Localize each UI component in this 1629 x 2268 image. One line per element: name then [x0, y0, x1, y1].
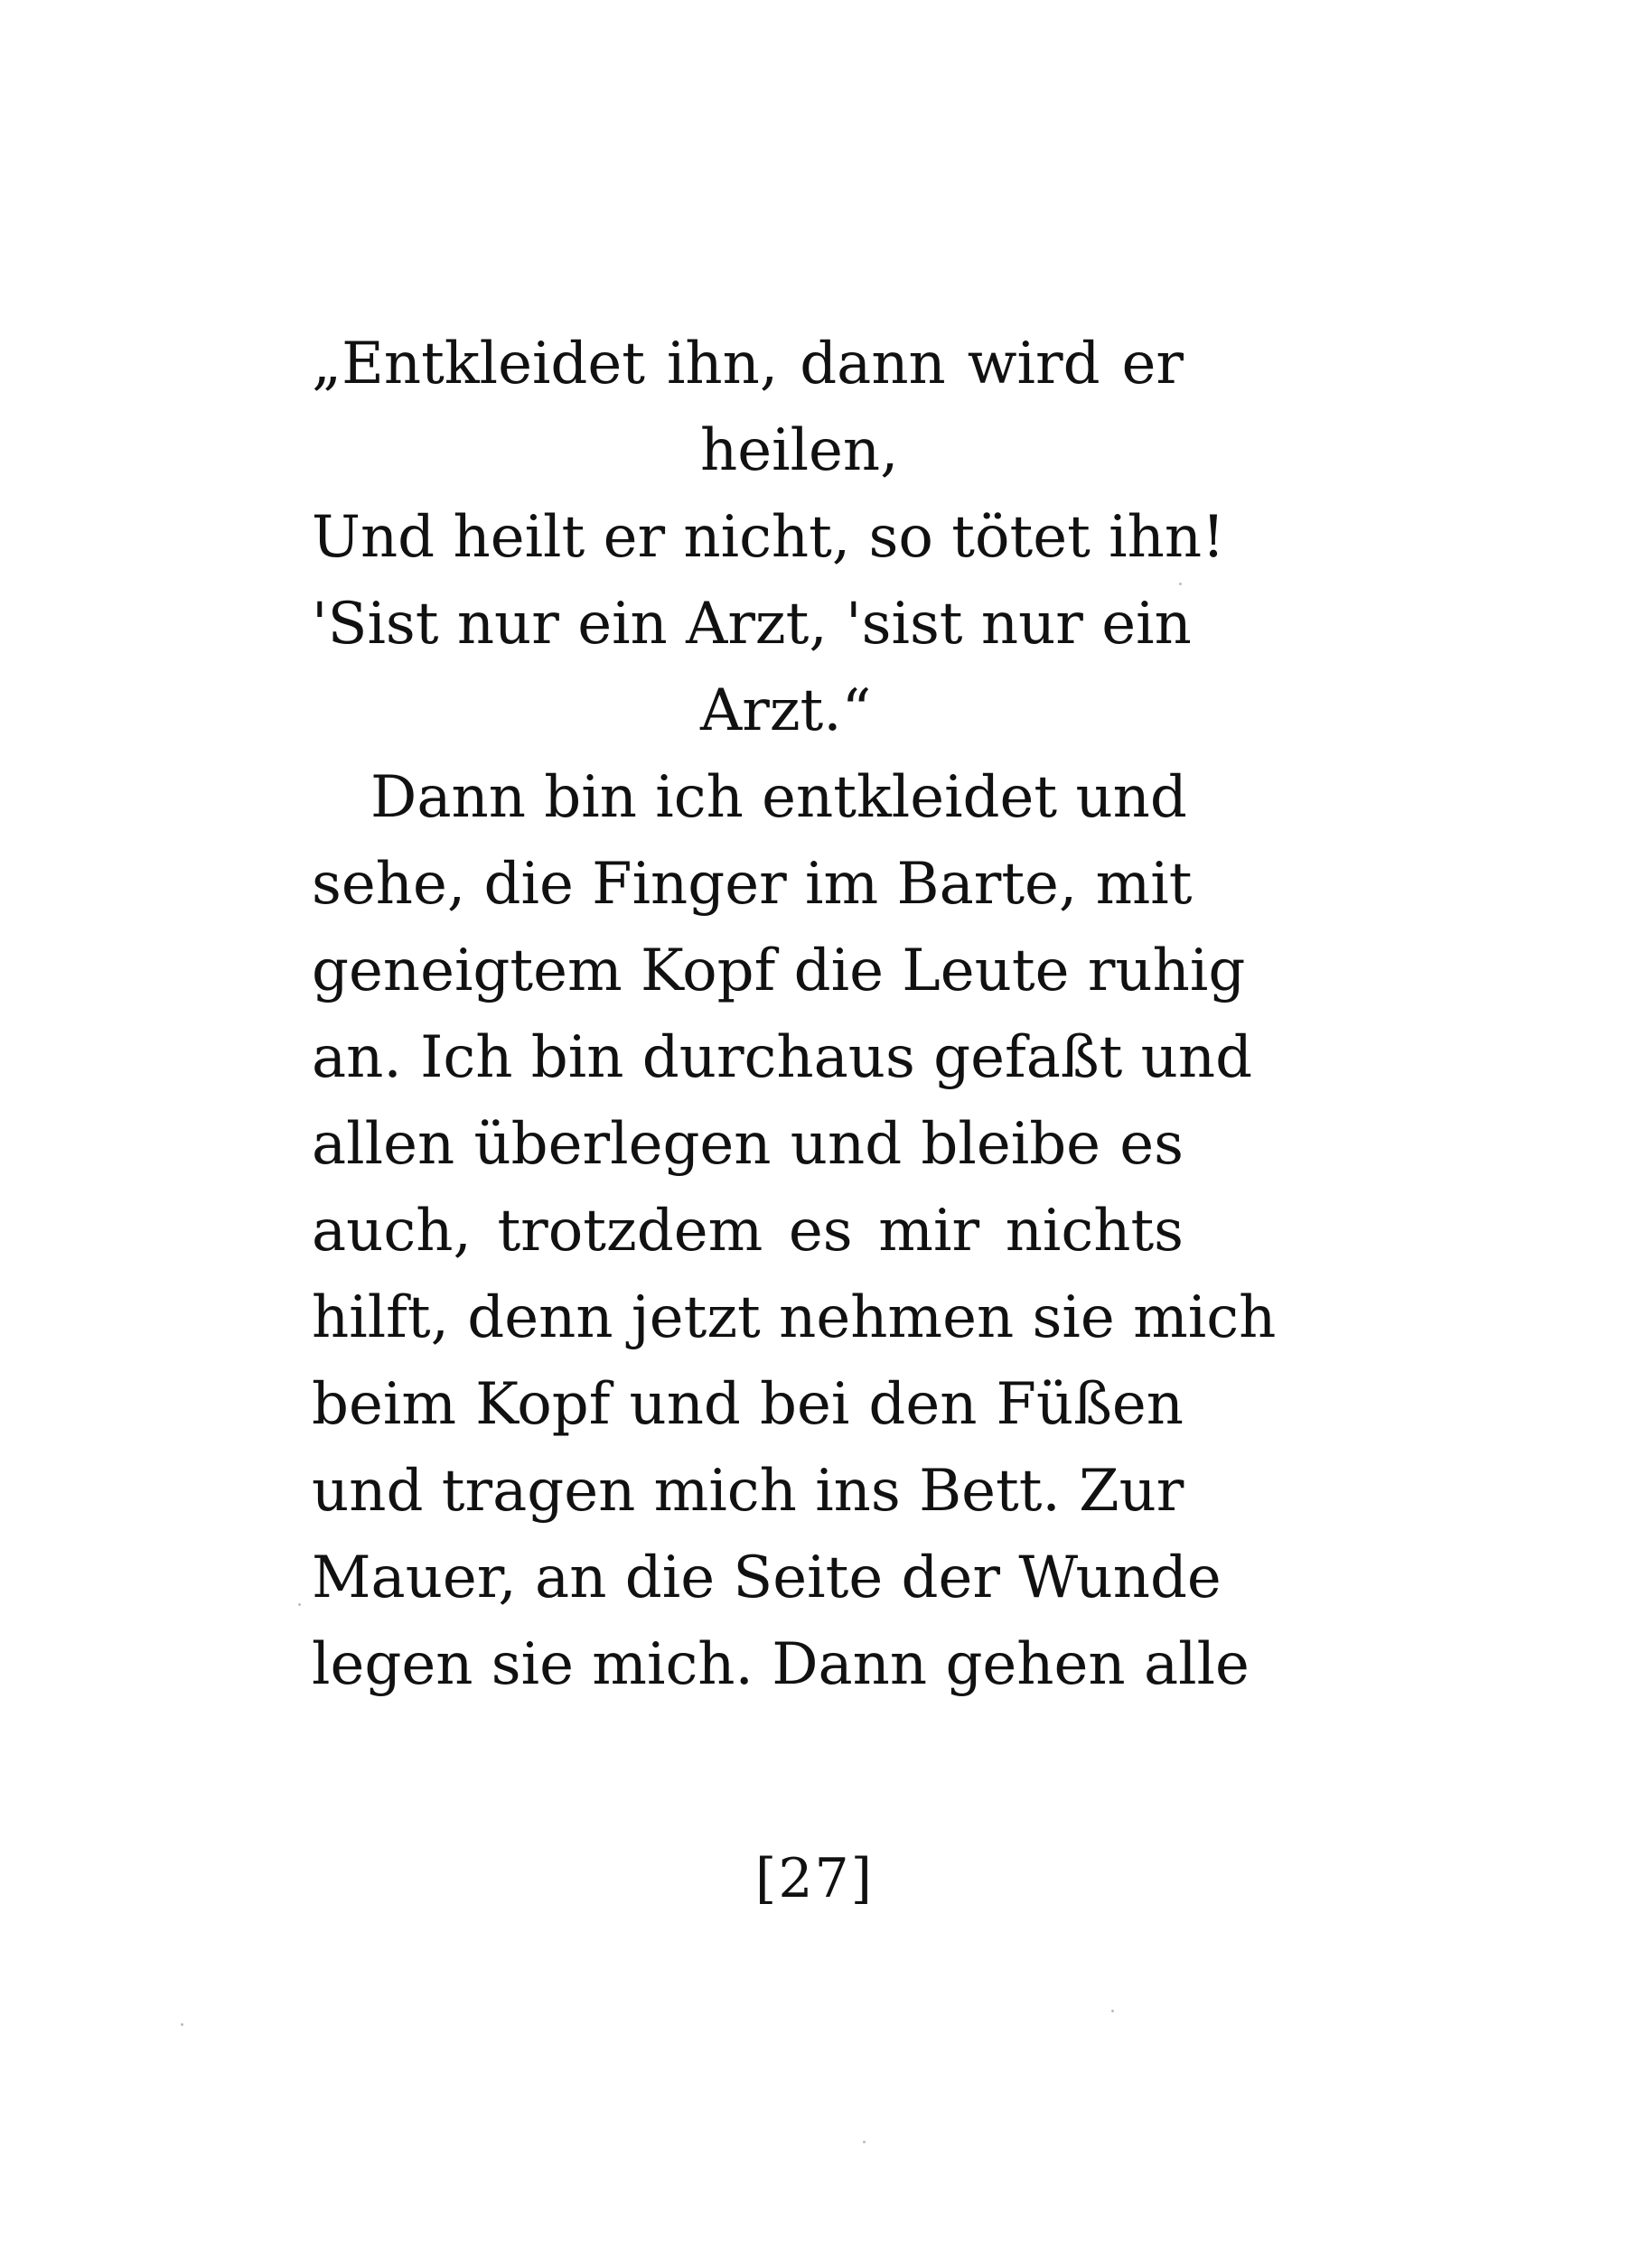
poem-line-2: heilen, — [700, 417, 899, 484]
prose-line-11: legen sie mich. Dann gehen alle — [312, 1631, 1250, 1698]
page-number: [27] — [754, 1847, 875, 1910]
prose-line-8: beim Kopf und bei den Füßen — [312, 1371, 1184, 1438]
prose-line-4: an. Ich bin durchaus gefaßt und — [312, 1024, 1253, 1091]
scan-speck — [298, 1603, 301, 1606]
poem-line-4: 'Sist nur ein Arzt, 'sist nur ein — [312, 591, 1192, 658]
scan-speck — [181, 2023, 183, 2026]
prose-line-10: Mauer, an die Seite der Wunde — [312, 1545, 1222, 1611]
poem-line-5: Arzt.“ — [700, 677, 872, 744]
prose-line-5: allen überlegen und bleibe es — [312, 1111, 1184, 1178]
prose-line-9: und tragen mich ins Bett. Zur — [312, 1458, 1184, 1525]
prose-line-7: hilft, denn jetzt nehmen sie mich — [312, 1284, 1277, 1351]
poem-line-1: „Entkleidet ihn, dann wird er — [312, 331, 1184, 397]
prose-line-3: geneigtem Kopf die Leute ruhig — [312, 938, 1246, 1004]
prose-line-2: sehe, die Finger im Barte, mit — [312, 851, 1193, 918]
scan-speck — [863, 2141, 866, 2143]
scan-speck — [1111, 2010, 1114, 2012]
prose-line-1: Dann bin ich entkleidet und — [370, 764, 1187, 831]
poem-line-3: Und heilt er nicht, so tötet ihn! — [312, 504, 1225, 571]
scan-speck — [1179, 583, 1182, 585]
prose-line-6: auch, trotzdem es mir nichts — [312, 1198, 1184, 1265]
